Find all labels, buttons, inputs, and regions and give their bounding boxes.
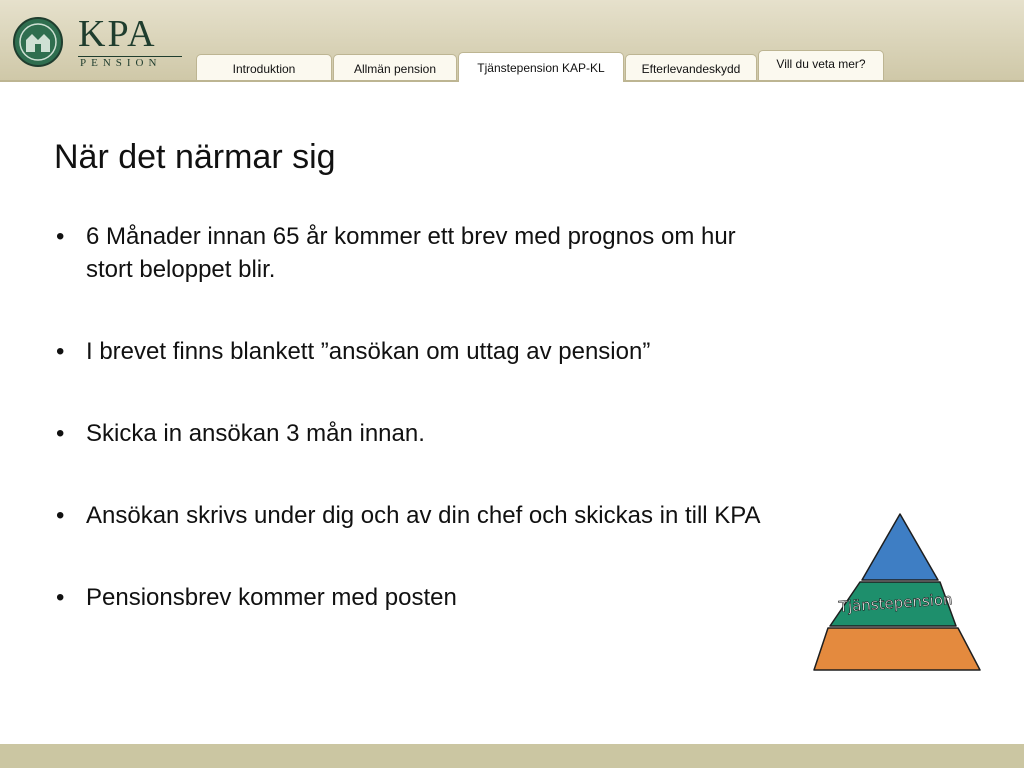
footer-bar — [0, 744, 1024, 768]
bullet-item: • I brevet finns blankett ”ansökan om uttag av pension” — [54, 335, 774, 368]
pension-pyramid — [808, 510, 988, 676]
tab-introduktion[interactable]: Introduktion — [196, 54, 332, 80]
bullet-item: • Ansökan skrivs under dig och av din chef och skickas in till KPA — [54, 499, 774, 532]
pyramid-label: Tjänstepension — [838, 590, 954, 616]
pyramid-bottom — [814, 628, 980, 670]
header-bar — [0, 0, 1024, 82]
slide-title: När det närmar sig — [54, 138, 336, 176]
kpa-emblem-icon — [12, 16, 64, 68]
tab-efterlevandeskydd[interactable]: Efterlevandeskydd — [625, 54, 757, 80]
bullet-item: • Pensionsbrev kommer med posten — [54, 581, 774, 614]
bullet-list — [54, 220, 774, 663]
tab-tjanstepension[interactable]: Tjänstepension KAP-KL — [458, 52, 624, 82]
bullet-item: • 6 Månader innan 65 år kommer ett brev med prognos om hur stort beloppet blir. — [54, 220, 774, 286]
pyramid-top — [862, 514, 938, 580]
logo-wordmark: KPA — [78, 13, 157, 55]
logo-subtitle: PENSION — [80, 57, 162, 69]
tab-vill-du-veta-mer[interactable]: Vill du veta mer? — [758, 50, 884, 80]
kpa-logo[interactable] — [12, 14, 182, 74]
bullet-item: • Skicka in ansökan 3 mån innan. — [54, 417, 774, 450]
tab-allman-pension[interactable]: Allmän pension — [333, 54, 457, 80]
